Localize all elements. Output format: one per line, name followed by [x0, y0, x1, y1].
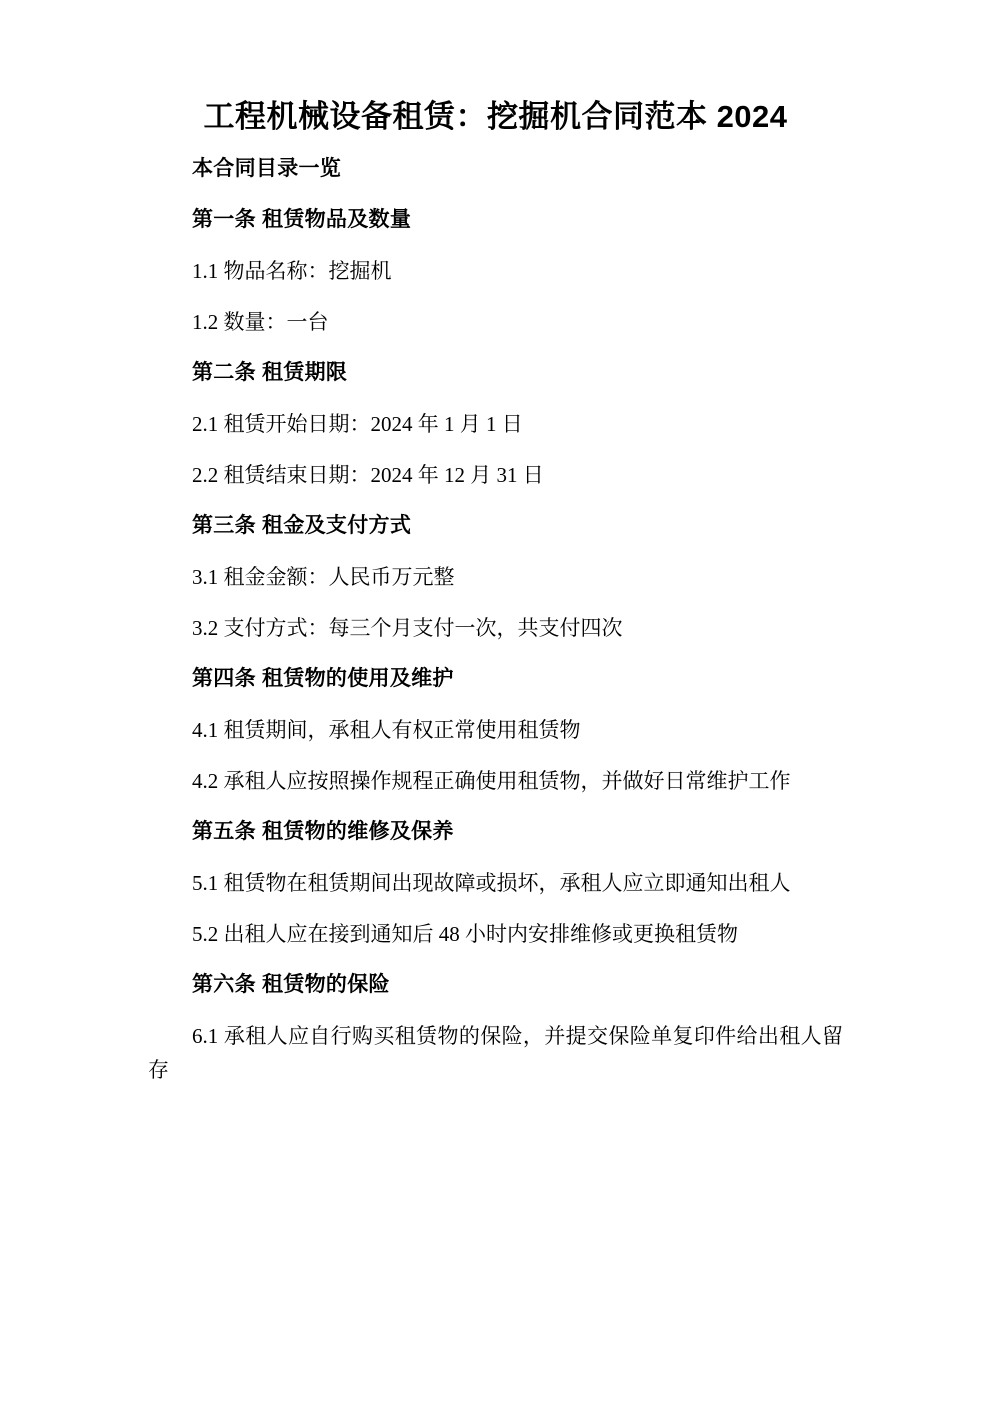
section-heading: 第六条 租赁物的保险 [192, 973, 390, 997]
clause-paragraph: 1.2 数量：一台 [192, 309, 329, 334]
clause-paragraph: 3.2 支付方式：每三个月支付一次，共支付四次 [192, 615, 623, 640]
clause-paragraph: 2.1 租赁开始日期：2024 年 1 月 1 日 [192, 411, 523, 436]
clause-paragraph: 3.1 租金金额：人民币万元整 [192, 564, 455, 589]
section-heading: 第五条 租赁物的维修及保养 [192, 820, 454, 844]
clause-paragraph: 5.2 出租人应在接到通知后 48 小时内安排维修或更换租赁物 [192, 922, 738, 947]
page-title: 工程机械设备租赁：挖掘机合同范本 2024 [203, 99, 788, 134]
clause-paragraph: 5.1 租赁物在租赁期间出现故障或损坏，承租人应立即通知出租人 [192, 871, 791, 896]
section-heading: 第二条 租赁期限 [192, 360, 348, 384]
clause-paragraph: 2.2 租赁结束日期：2024 年 12 月 31 日 [192, 462, 544, 487]
section-heading: 第四条 租赁物的使用及维护 [192, 667, 454, 690]
section-heading: 第一条 租赁物品及数量 [192, 207, 412, 231]
clause-paragraph: 4.1 租赁期间，承租人有权正常使用租赁物 [192, 718, 581, 743]
clause-paragraph: 1.1 物品名称：挖掘机 [192, 258, 392, 283]
section-heading: 本合同目录一览 [192, 156, 342, 180]
document-body [148, 152, 843, 1087]
clause-paragraph: 6.1 承租人应自行购买租赁物的保险，并提交保险单复印件给出租人留存 [148, 1024, 843, 1083]
clause-paragraph: 4.2 承租人应按照操作规程正确使用租赁物，并做好日常维护工作 [192, 769, 791, 794]
section-heading: 第三条 租金及支付方式 [192, 513, 412, 537]
